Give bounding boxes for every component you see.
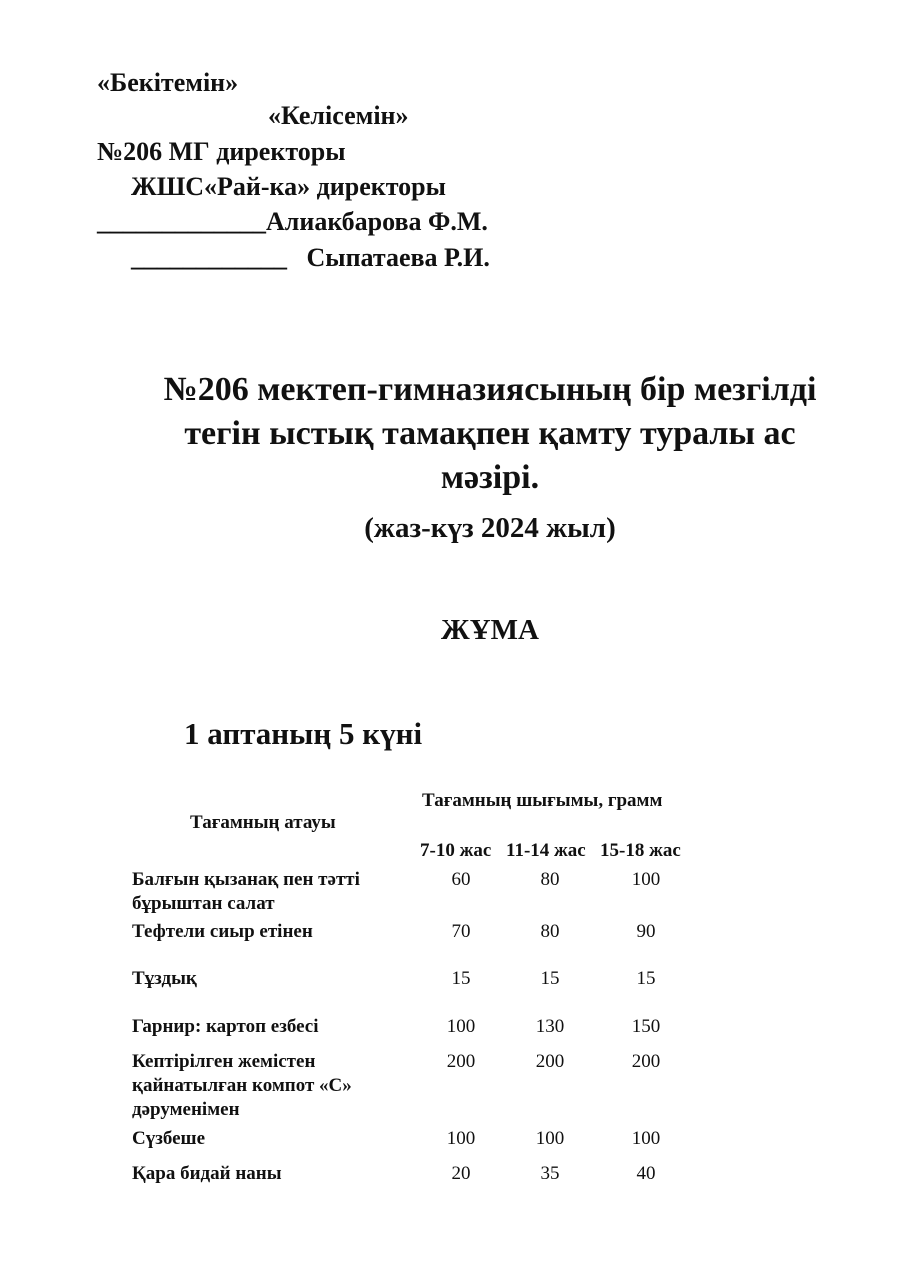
portion-value: 15 [451, 968, 471, 989]
school-director-label: №206 МГ директоры [97, 137, 346, 166]
signature-line-2: ____________ Сыпатаева Р.И. [131, 243, 490, 272]
dish-name: Сүзбеше [132, 1128, 206, 1149]
day-title: ЖҰМА [441, 614, 539, 646]
portion-value: 15 [540, 968, 560, 989]
title-line-3: мәзірі. [440, 459, 540, 496]
portion-value: 20 [451, 1163, 471, 1184]
dish-name: Тефтели сиыр етінен [132, 921, 313, 942]
portion-value: 100 [631, 1128, 661, 1149]
portion-value: 200 [446, 1051, 476, 1072]
portion-value: 70 [451, 921, 471, 942]
column-header-output: Тағамның шығымы, грамм [422, 790, 663, 811]
week-day-label: 1 аптаның 5 күні [184, 716, 423, 751]
agreed-label: «Келісемін» [268, 101, 409, 130]
dish-name: Кептірілген жемістен қайнатылған компот «С» дәруменімен [132, 1051, 352, 1120]
document-subtitle: (жаз-күз 2024 жыл) [364, 512, 616, 544]
document-title [120, 368, 860, 500]
portion-value: 35 [540, 1163, 560, 1184]
portion-value: 130 [535, 1016, 565, 1037]
age-group-header: 11-14 жас [506, 840, 586, 861]
portion-value: 200 [535, 1051, 565, 1072]
dish-name: Балғын қызанақ пен тәтті бұрыштан салат [132, 869, 360, 914]
signature-line-1: _____________Алиакбарова Ф.М. [97, 207, 488, 236]
portion-value: 200 [631, 1051, 661, 1072]
column-header-name: Тағамның атауы [190, 812, 336, 833]
dish-name: Тұздық [132, 968, 197, 989]
company-director-label: ЖШС«Рай-ка» директоры [131, 172, 446, 201]
portion-value: 80 [540, 869, 560, 890]
portion-value: 150 [631, 1016, 661, 1037]
portion-value: 60 [451, 869, 471, 890]
approved-label: «Бекітемін» [97, 68, 239, 97]
age-group-header: 7-10 жас [420, 840, 492, 861]
age-group-header: 15-18 жас [600, 840, 681, 861]
portion-value: 100 [446, 1128, 476, 1149]
portion-value: 90 [636, 921, 656, 942]
title-line-1: №206 мектеп-гимназиясының бір мезгілді [163, 371, 817, 408]
portion-value: 100 [446, 1016, 476, 1037]
dish-name: Қара бидай наны [132, 1163, 282, 1184]
title-line-2: тегін ыстық тамақпен қамту туралы ас [184, 415, 796, 452]
portion-value: 100 [535, 1128, 565, 1149]
portion-value: 15 [636, 968, 656, 989]
portion-value: 40 [636, 1163, 656, 1184]
portion-value: 100 [631, 869, 661, 890]
portion-value: 80 [540, 921, 560, 942]
dish-name: Гарнир: картоп езбесі [132, 1016, 319, 1037]
